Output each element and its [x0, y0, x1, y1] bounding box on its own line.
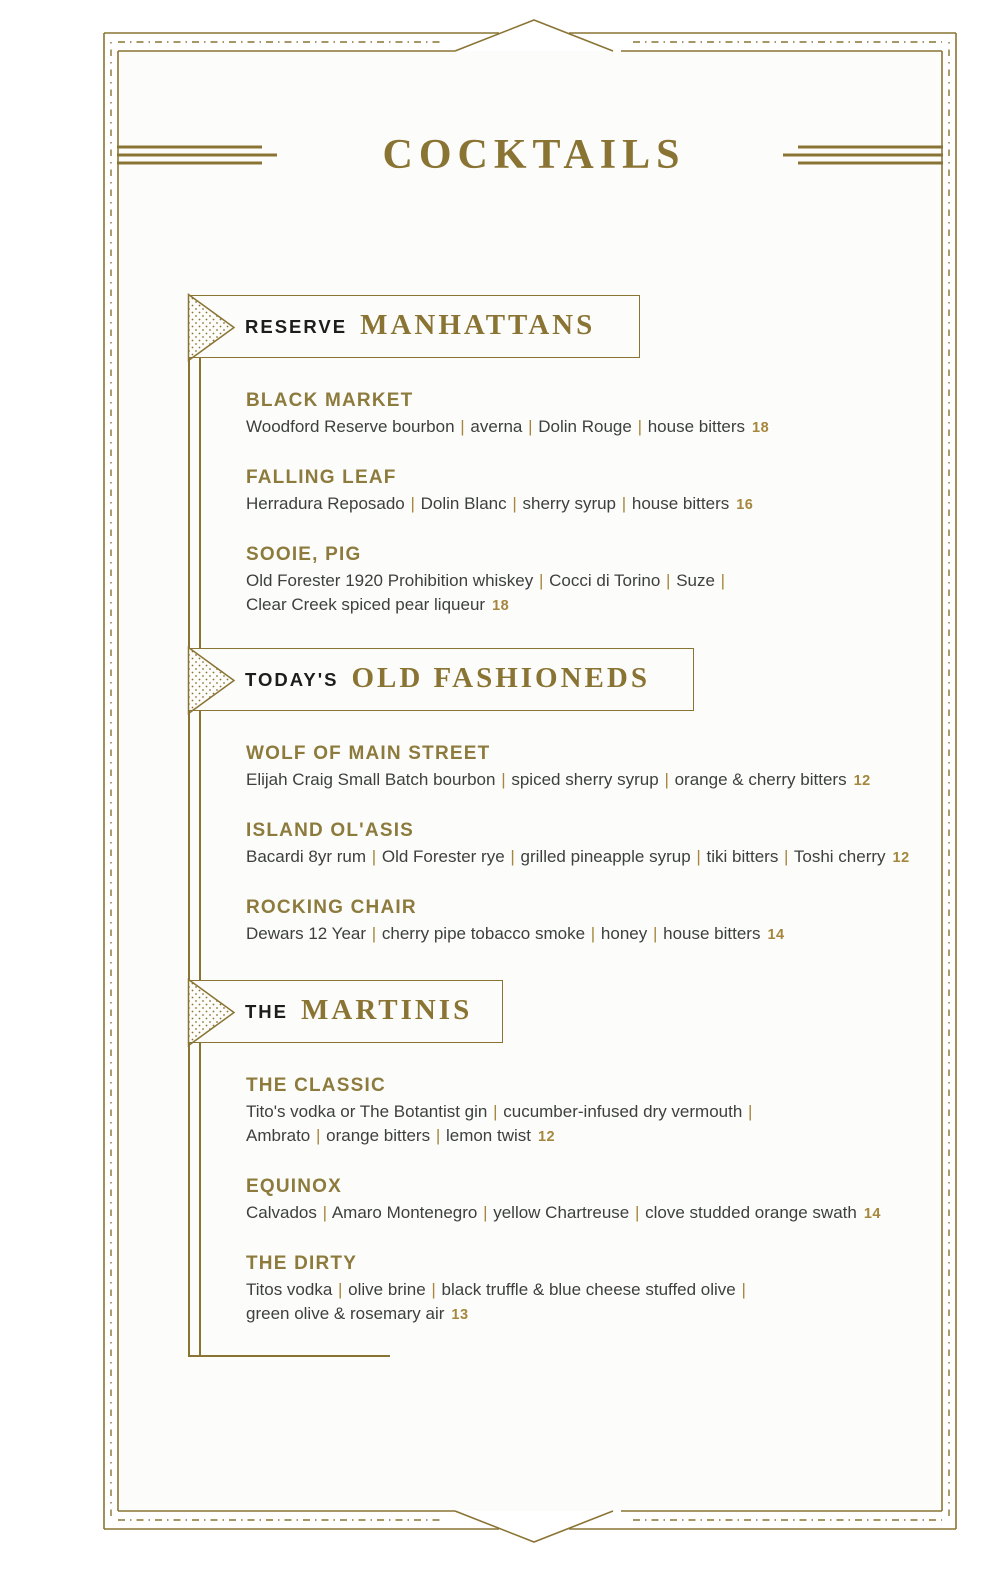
separator-pipe: |: [431, 1280, 436, 1299]
item-price: 13: [451, 1307, 469, 1323]
page-title: COCKTAILS: [382, 132, 686, 178]
separator-pipe: |: [315, 1126, 321, 1145]
menu-item: [246, 1175, 936, 1226]
item-description: Old Forester 1920 Prohibition whiskey | Cocci di Torino | Suze | Clear Creek spiced pear liqueur 18: [246, 571, 726, 614]
section-items-manhattans: [246, 358, 936, 618]
item-name: FALLING LEAF: [246, 467, 397, 488]
section-label-prefix: THE: [245, 1000, 288, 1022]
separator-pipe: |: [590, 924, 596, 943]
item-name: EQUINOX: [246, 1176, 343, 1197]
banner-flag-icon: [187, 646, 237, 715]
section-banner-manhattans: [188, 295, 640, 358]
banner-flag-icon: [187, 978, 237, 1047]
item-name: WOLF OF MAIN STREET: [246, 743, 491, 764]
menu-item: [246, 896, 936, 947]
separator-pipe: |: [371, 924, 377, 943]
separator-pipe: |: [696, 847, 701, 866]
separator-pipe: |: [460, 417, 465, 436]
separator-pipe: |: [410, 494, 415, 513]
menu-item: [246, 543, 936, 618]
item-price: 14: [863, 1206, 881, 1222]
menu-item: [246, 389, 936, 440]
item-price: 12: [892, 850, 910, 866]
separator-pipe: |: [435, 1126, 441, 1145]
ribbon-pole-line: [188, 295, 190, 1357]
section-items-martinis: [246, 1043, 936, 1327]
item-description: Dewars 12 Year | cherry pipe tobacco smoke | honey | house bitters 14: [246, 924, 785, 943]
menu-item: [246, 466, 936, 517]
section-label-prefix: TODAY'S: [245, 668, 339, 690]
separator-pipe: |: [371, 847, 377, 866]
item-description: Elijah Craig Small Batch bourbon | spiced sherry syrup | orange & cherry bitters 12: [246, 770, 871, 789]
item-description: Herradura Reposado | Dolin Blanc | sherry syrup | house bitters 16: [246, 494, 754, 513]
section-end-rule: [188, 1355, 390, 1357]
ribbon-pole-line: [199, 295, 201, 1357]
item-name: SOOIE, PIG: [246, 544, 362, 565]
item-description: Woodford Reserve bourbon | averna | Dolin Rouge | house bitters 18: [246, 417, 770, 436]
separator-pipe: |: [664, 770, 669, 789]
item-price: 16: [736, 497, 754, 513]
separator-pipe: |: [493, 1102, 498, 1121]
section-label-main: OLD FASHIONEDS: [351, 662, 650, 694]
separator-pipe: |: [338, 1280, 343, 1299]
item-name: THE DIRTY: [246, 1253, 358, 1274]
item-name: THE CLASSIC: [246, 1075, 386, 1096]
section-label-main: MARTINIS: [301, 994, 473, 1026]
separator-pipe: |: [784, 847, 789, 866]
section-banner-martinis: [188, 980, 503, 1043]
item-description: Titos vodka | olive brine | black truffle & blue cheese stuffed olive | green olive & rosemary air 13: [246, 1280, 746, 1323]
separator-pipe: |: [501, 770, 506, 789]
section-label-main: MANHATTANS: [360, 309, 596, 341]
section-items-old-fashioneds: [246, 711, 936, 947]
separator-pipe: |: [748, 1102, 753, 1121]
item-name: ROCKING CHAIR: [246, 897, 417, 918]
item-price: 12: [853, 773, 871, 789]
menu-item: [246, 742, 936, 793]
item-price: 18: [752, 420, 770, 436]
menu-item: [246, 819, 936, 870]
menu-item: [246, 1074, 936, 1149]
separator-pipe: |: [720, 571, 726, 590]
item-price: 14: [767, 927, 785, 943]
menu-item: [246, 1252, 936, 1327]
separator-pipe: |: [538, 571, 544, 590]
separator-pipe: |: [621, 494, 627, 513]
item-name: BLACK MARKET: [246, 390, 414, 411]
item-price: 12: [537, 1129, 556, 1145]
separator-pipe: |: [637, 417, 642, 436]
separator-pipe: |: [510, 847, 515, 866]
banner-flag-icon: [187, 293, 237, 362]
section-banner-old-fashioneds: [188, 648, 694, 711]
separator-pipe: |: [512, 494, 517, 513]
separator-pipe: |: [322, 1203, 328, 1222]
separator-pipe: |: [666, 571, 671, 590]
separator-pipe: |: [741, 1280, 746, 1299]
item-description: Bacardi 8yr rum | Old Forester rye | grilled pineapple syrup | tiki bitters | Toshi cherry 12: [246, 847, 910, 866]
item-description: Calvados | Amaro Montenegro | yellow Chartreuse | clove studded orange swath 14: [246, 1203, 881, 1222]
item-price: 18: [492, 598, 510, 614]
section-label-prefix: RESERVE: [245, 315, 348, 337]
item-description: Tito's vodka or The Botantist gin | cucumber-infused dry vermouth | Ambrato | orange bitters | lemon twist 12: [246, 1102, 753, 1145]
separator-pipe: |: [483, 1203, 488, 1222]
separator-pipe: |: [652, 924, 658, 943]
item-name: ISLAND OL'ASIS: [246, 820, 415, 841]
separator-pipe: |: [528, 417, 533, 436]
separator-pipe: |: [635, 1203, 640, 1222]
